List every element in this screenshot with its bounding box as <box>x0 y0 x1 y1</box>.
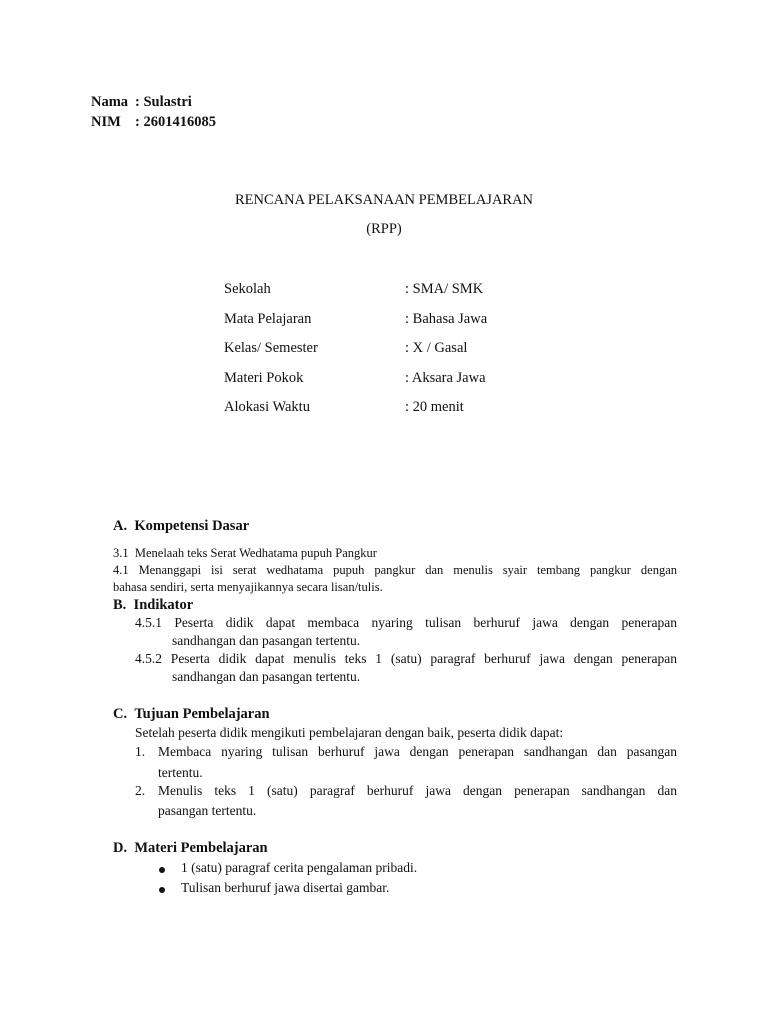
nim-label: NIM <box>91 114 121 130</box>
material-item-text: Tulisan berhuruf jawa disertai gambar. <box>181 880 390 895</box>
info-value: : SMA/ SMK <box>405 281 484 297</box>
objectives-intro: Setelah peserta didik mengikuti pembelajaran dengan baik, peserta didik dapat: <box>135 725 564 740</box>
info-value: : Aksara Jawa <box>405 370 486 386</box>
info-value: : 20 menit <box>405 399 464 415</box>
indicator-4-5-1-line1: 4.5.1 Peserta didik dapat membaca nyaring tulisan berhuruf jawa dengan penerapan <box>135 615 677 630</box>
indicator-4-5-2-line2: sandhangan dan pasangan tertentu. <box>172 669 361 684</box>
name-value: : Sulastri <box>135 94 192 110</box>
bullet-icon <box>159 867 165 873</box>
objective-1-number: 1. <box>135 744 146 759</box>
nim-value: : 2601416085 <box>135 114 216 130</box>
section-a-heading: A. Kompetensi Dasar <box>113 518 250 534</box>
indicator-4-5-1-line2: sandhangan dan pasangan tertentu. <box>172 633 361 648</box>
objective-2-line1: Menulis teks 1 (satu) paragraf berhuruf jawa dengan penerapan sandhangan dan <box>158 783 677 798</box>
info-label: Mata Pelajaran <box>224 311 312 327</box>
info-value: : X / Gasal <box>405 340 468 356</box>
material-item-text: 1 (satu) paragraf cerita pengalaman pribadi. <box>181 860 418 875</box>
info-label: Materi Pokok <box>224 370 304 386</box>
document-title: RENCANA PELAKSANAAN PEMBELAJARAN <box>234 192 534 208</box>
info-value: : Bahasa Jawa <box>405 311 488 327</box>
section-d-heading: D. Materi Pembelajaran <box>113 840 268 856</box>
info-label: Sekolah <box>224 281 271 297</box>
section-b-heading: B. Indikator <box>113 597 194 613</box>
section-c-heading: C. Tujuan Pembelajaran <box>113 706 270 722</box>
kd-4-1-line2: bahasa sendiri, serta menyajikannya secara lisan/tulis. <box>113 580 383 594</box>
indicator-4-5-2-line1: 4.5.2 Peserta didik dapat menulis teks 1 (satu) paragraf berhuruf jawa dengan penerapan <box>135 651 677 666</box>
name-label: Nama <box>91 94 129 110</box>
kd-4-1-line1: 4.1 Menanggapi isi serat wedhatama pupuh pangkur dan menulis syair tembang pangkur dengan <box>113 563 677 577</box>
objective-2-number: 2. <box>135 783 146 798</box>
kd-3-1: 3.1 Menelaah teks Serat Wedhatama pupuh Pangkur <box>113 546 377 560</box>
objective-1-line2: tertentu. <box>158 765 203 780</box>
objective-1-line1: Membaca nyaring tulisan berhuruf jawa dengan penerapan sandhangan dan pasangan <box>158 744 677 759</box>
bullet-icon <box>159 887 165 893</box>
info-label: Alokasi Waktu <box>224 399 310 415</box>
objective-2-line2: pasangan tertentu. <box>158 803 257 818</box>
info-label: Kelas/ Semester <box>224 340 318 356</box>
document-subtitle: (RPP) <box>366 221 402 237</box>
